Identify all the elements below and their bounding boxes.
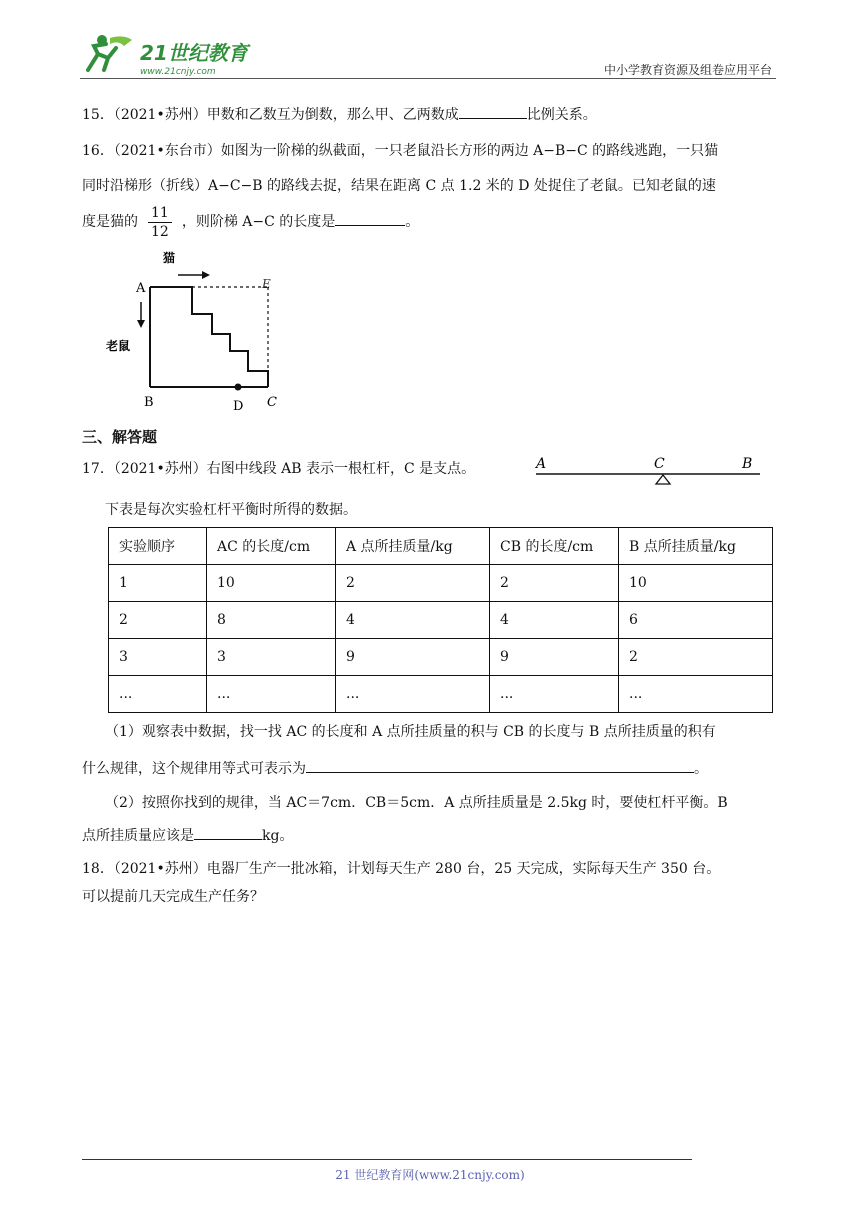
table-caption: 下表是每次实验杠杆平衡时所得的数据。 — [105, 502, 357, 518]
q18-line-2: 可以提前几天完成生产任务？ — [82, 889, 264, 905]
table-cell: 1 — [109, 565, 207, 602]
q17-part2-end: kg。 — [262, 828, 294, 844]
point-d-label: D — [233, 399, 244, 414]
q17-part1-answer-blank[interactable] — [306, 758, 694, 773]
point-b-label: B — [144, 395, 154, 410]
table-header-row — [109, 528, 773, 565]
table-cell: 8 — [207, 602, 336, 639]
table-cell: 2 — [336, 565, 490, 602]
lever-a-label: A — [536, 456, 547, 472]
staircase-path — [178, 287, 268, 387]
header-divider — [80, 78, 776, 79]
lever-diagram — [530, 446, 770, 488]
cat-arrow-icon — [178, 271, 210, 279]
footer-link[interactable]: 21 世纪教育网(www.21cnjy.com) — [335, 1168, 525, 1182]
table-cell: 4 — [336, 602, 490, 639]
q17-part1-line2 — [82, 758, 708, 779]
q16-answer-blank[interactable] — [335, 211, 405, 226]
table-header-cell: CB 的长度/cm — [490, 528, 619, 565]
table-cell: ... — [109, 676, 207, 713]
question-15 — [82, 104, 597, 125]
q17-part2-text: 点所挂质量应该是 — [82, 828, 194, 844]
logo-text: 21世纪教育 — [140, 41, 248, 65]
table-cell: 2 — [490, 565, 619, 602]
experiment-table — [108, 527, 773, 713]
table-header-cell: B 点所挂质量/kg — [619, 528, 773, 565]
point-e-label: E — [262, 277, 271, 291]
table-cell: 10 — [207, 565, 336, 602]
mouse-arrow-icon — [137, 302, 145, 328]
lever-b-label: B — [742, 456, 753, 472]
q17-part2-line1: （2）按照你找到的规律，当 AC＝7cm．CB＝5cm．A 点所挂质量是 2.5kg 时，要使杠杆平衡。B — [105, 795, 728, 811]
q16-fraction — [148, 204, 172, 241]
q16-line-1: 16．（2021•东台市）如图为一阶梯的纵截面，一只老鼠沿长方形的两边 A−B−C 的路线逃跑，一只猫 — [82, 143, 719, 159]
table-header-cell: A 点所挂质量/kg — [336, 528, 490, 565]
table-row — [109, 602, 773, 639]
q17-part2-line2 — [82, 825, 293, 846]
q15-text-after: 比例关系。 — [526, 107, 597, 123]
table-header-cell: AC 的长度/cm — [207, 528, 336, 565]
fulcrum-icon — [656, 475, 670, 484]
q16-text-after: ，则阶梯 A−C 的长度是 — [181, 214, 336, 230]
fraction-numerator: 11 — [148, 204, 172, 223]
q17-part1-text: 什么规律，这个规律用等式可表示为 — [82, 761, 306, 777]
point-d-marker — [235, 384, 242, 391]
logo-url: www.21cnjy.com — [140, 67, 216, 77]
table-row — [109, 565, 773, 602]
staircase-figure — [100, 246, 290, 416]
section-title: 三、解答题 — [82, 428, 158, 446]
point-a-label: A — [136, 281, 146, 296]
table-cell: 2 — [109, 602, 207, 639]
table-cell: 4 — [490, 602, 619, 639]
table-row — [109, 639, 773, 676]
q18-line-1: 18．（2021•苏州）电器厂生产一批冰箱，计划每天生产 280 台，25 天完成，实际每天生产 350 台。 — [82, 861, 721, 877]
q16-line-3 — [82, 203, 419, 241]
table-cell: 9 — [490, 639, 619, 676]
table-cell: 2 — [619, 639, 773, 676]
q17-part1-end: 。 — [694, 761, 708, 777]
mouse-label: 老鼠 — [106, 339, 131, 353]
table-row — [109, 676, 773, 713]
site-logo — [80, 30, 255, 78]
q15-answer-blank[interactable] — [459, 104, 527, 119]
q17-part1-line1: （1）观察表中数据，找一找 AC 的长度和 A 点所挂质量的积与 CB 的长度与 B 点所挂质量的积有 — [105, 724, 716, 740]
q16-line-2: 同时沿梯形（折线）A−C−B 的路线去捉，结果在距离 C 点 1.2 米的 D 处捉住了老鼠。已知老鼠的速 — [82, 178, 716, 194]
table-cell: 10 — [619, 565, 773, 602]
table-cell: 6 — [619, 602, 773, 639]
footer-divider — [82, 1159, 692, 1160]
q15-text: 15．（2021•苏州）甲数和乙数互为倒数，那么甲、乙两数成 — [82, 107, 459, 123]
table-cell: 3 — [207, 639, 336, 676]
fraction-denominator: 12 — [151, 223, 169, 240]
table-cell: ... — [619, 676, 773, 713]
q17-intro: 17．（2021•苏州）右图中线段 AB 表示一根杠杆，C 是支点。 — [82, 461, 476, 477]
lever-c-label: C — [654, 456, 665, 472]
point-c-label: C — [267, 395, 277, 410]
table-cell: ... — [207, 676, 336, 713]
table-cell: 3 — [109, 639, 207, 676]
runner-icon — [88, 35, 132, 70]
q17-part2-answer-blank[interactable] — [194, 825, 262, 840]
q16-text-before: 度是猫的 — [82, 214, 138, 230]
header-tagline: 中小学教育资源及组卷应用平台 — [603, 63, 772, 77]
table-header-cell: 实验顺序 — [109, 528, 207, 565]
table-cell: ... — [490, 676, 619, 713]
table-cell: ... — [336, 676, 490, 713]
table-cell: 9 — [336, 639, 490, 676]
cat-label: 猫 — [163, 251, 176, 265]
q16-text-end: 。 — [405, 214, 420, 230]
